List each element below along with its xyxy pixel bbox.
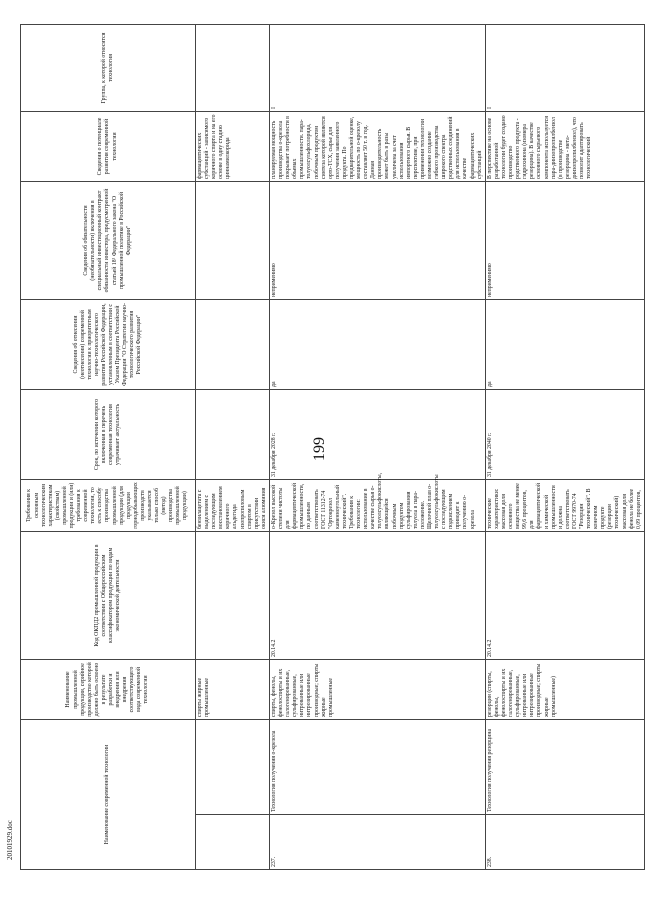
row-number xyxy=(196,815,270,870)
header-product: Наименование промышленной продукции, серийное производство которой должно быть освоено в результате разработки и внедрения или внедрения соответствующего вида современной технологии xyxy=(21,660,196,720)
contract: неприменимо xyxy=(485,182,644,300)
technology-name xyxy=(196,720,270,815)
technology-name: Технология получения о-крезола xyxy=(269,720,485,815)
table-row xyxy=(485,25,644,870)
row-number: 238. xyxy=(485,815,644,870)
potential: планируемая мощность производства о-крезола покрывает потребности в объемах промышленности. пара-толуолсульфохлорида, побочным продуктом синтеза которой является орто-TCX, сырье для получения заявленного продукта. По предварительной оценке, мощность по о-крезолу составляет 50 т. в год. Данная производительность может быть в разы увеличена за счет использования импортного сырья. В перспективе, при применении технологии возможно создание гибкого производства широкого спектра родственных соединений для использования в качестве фармацевтических субстанций xyxy=(269,112,485,182)
product-name: резорцин (спирты, фенолы, фенолоспирты и их галогенированные, сульфированные, нитрованные или нитрозированные производные; спирты жирные промышленные) xyxy=(485,660,644,720)
technology-name: Технология получения резорцина xyxy=(485,720,644,815)
group xyxy=(196,25,270,112)
rotated-table-container xyxy=(20,25,642,870)
potential: В перспективе на основе разработанной технологии будет создано производство родственного продукта - гидрохинона (изомера резорцина). В качестве основного сырьевого компонента используется пара-диизопропилбензол (в производстве резорцина - мета-диизопропилбензол), что позволит адаптировать технологический xyxy=(485,112,644,182)
potential: фармацевтических субстанций - зависимого коричного спирта и на его основе в одну стадию циннамилкорида xyxy=(196,112,270,182)
header-group: Группа, к которой относится технология xyxy=(21,25,196,112)
contract xyxy=(196,182,270,300)
requirements: технические характеристики: массовая доля основного вещества не менее 99,6 процентов, для фармацевтической и химической промышленности и должна соответствовать ГОСТ 9970-74 "Резорцин технический". В конечном продукте (резорцин технический) массовая доля фенола не более 0,09 процентов, xyxy=(485,480,644,532)
header-term: Срок, по истечении которого включенная в перечень современная технология утрачивает актуальность xyxy=(21,390,196,480)
row-number: 237. xyxy=(269,815,485,870)
document-code: 20101929.doc xyxy=(6,820,14,860)
header-okpd: Код ОКПД2 промышленной продукции в соответствии с Общероссийским классификатором продукции по видам экономической деятельности xyxy=(21,532,196,660)
table-row xyxy=(269,25,485,870)
term xyxy=(196,390,270,480)
priority: да xyxy=(269,300,485,390)
term: 31 декабря 2040 г. xyxy=(485,390,644,480)
header-requirements: Требования к основным технологическим характеристикам (свойствам) промышленной продукции и (или) требования к современной технологии, то есть к способу производства промышленной продукции (для продукции горнодобывающих производств указывается только способ (метод) производства промышленной продукции) xyxy=(21,480,196,532)
okpd-code: 20.14.2 xyxy=(269,532,485,660)
okpd-code xyxy=(196,532,270,660)
term: 31 декабря 2028 г. xyxy=(269,390,485,480)
contract: неприменимо xyxy=(269,182,485,300)
requirements: бензилацетата с выделением с последующим восстановлением коричного альдегида изопропиловым спиртом в присутствии окиси алюминия xyxy=(196,480,270,532)
product-name: спирты жирные промышленные xyxy=(196,660,270,720)
table-row xyxy=(196,25,270,870)
header-technology: Наименование современной технологии xyxy=(21,720,196,870)
header-row xyxy=(21,25,196,870)
priority: да xyxy=(485,300,644,390)
page-number: 199 xyxy=(311,437,328,461)
group: I xyxy=(485,25,644,112)
requirements: о-Крезол высокой степени чистоты для фармацевтической промышленности, по данным соответствовать ГОСТ 11312-74 "Ортокрезол каменноугольный технический". Требования к технологии: использование в качестве сырья о-толуолсульфокислоты, являющейся побочным продуктом сульфирования толуола в пара-положение. Щелочной плав о-толуолсульфокислоты с последующим подкислением приводит к получению о-крезола xyxy=(269,480,485,532)
group: I xyxy=(269,25,485,112)
technology-table xyxy=(20,24,645,870)
header-priority: Сведения об отнесении (неотнесении) современной технологии к приоритетным научно-технологического развития Российской Федерации, установленным в соответствии с Указом Президента Российской Федерации "О Стратегии научно-технологического развития Российской Федерации" xyxy=(21,300,196,390)
product-name: спирты, фенолы, фенолоспирты и их галогенированные, сульфированные, нитрованные или нитрозированные производные; спирты жирные промышленные xyxy=(269,660,485,720)
header-potential: Сведения о потенциале развития современной технологии xyxy=(21,112,196,182)
header-contract: Сведения об обязательности (необязательности) включения в специальный инвестиционный контракт обязанности инвестора, предусмотренной статьей 18¹ Федерального закона "О промышленной политике в Российской Федерации" xyxy=(21,182,196,300)
priority xyxy=(196,300,270,390)
okpd-code: 20.14.2 xyxy=(485,532,644,660)
